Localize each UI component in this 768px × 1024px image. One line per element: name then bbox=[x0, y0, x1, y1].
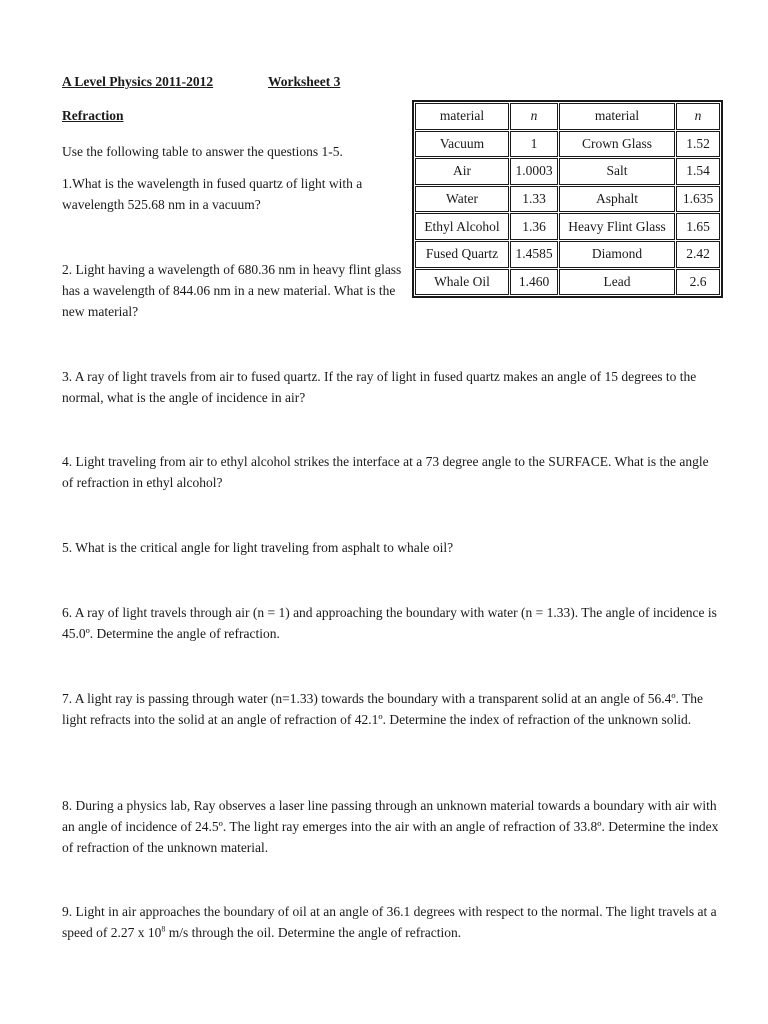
material-cell: Diamond bbox=[559, 241, 675, 268]
index-cell: 1.0003 bbox=[510, 158, 558, 185]
question-8: 8. During a physics lab, Ray observes a laser line passing through an unknown material towards a boundary with air with an angle of incidence of 24.5º. The light ray emerges into the air with an angle of refraction of 33.8º. Determine the index of refraction of the unknown material. bbox=[62, 798, 719, 855]
worksheet-number: Worksheet 3 bbox=[268, 74, 341, 89]
index-cell: 1.36 bbox=[510, 213, 558, 240]
material-cell: Ethyl Alcohol bbox=[415, 213, 509, 240]
material-cell: Crown Glass bbox=[559, 131, 675, 158]
question-4: 4. Light traveling from air to ethyl alcohol strikes the interface at a 73 degree angle to the SURFACE. What is the angle of refraction in ethyl alcohol? bbox=[62, 454, 709, 490]
question-6: 6. A ray of light travels through air (n = 1) and approaching the boundary with water (n = 1.33). The angle of incidence is 45.0º. Determine the angle of refraction. bbox=[62, 605, 717, 641]
index-cell: 1.635 bbox=[676, 186, 720, 213]
material-cell: Lead bbox=[559, 269, 675, 296]
table-row bbox=[415, 131, 720, 158]
question-9 bbox=[62, 901, 722, 943]
question-9-exponent: 8 bbox=[161, 924, 166, 934]
question-3: 3. A ray of light travels from air to fused quartz. If the ray of light in fused quartz makes an angle of 15 degrees to the normal, what is the angle of incidence in air? bbox=[62, 369, 697, 405]
table-row bbox=[415, 269, 720, 296]
material-cell: Vacuum bbox=[415, 131, 509, 158]
refractive-index-table bbox=[412, 100, 723, 298]
table-header-row bbox=[415, 103, 720, 130]
material-cell: Heavy Flint Glass bbox=[559, 213, 675, 240]
material-cell: Water bbox=[415, 186, 509, 213]
question-5: 5. What is the critical angle for light traveling from asphalt to whale oil? bbox=[62, 540, 454, 555]
index-cell: 1.460 bbox=[510, 269, 558, 296]
table-row bbox=[415, 186, 720, 213]
header-n: n bbox=[676, 103, 720, 130]
index-cell: 1.4585 bbox=[510, 241, 558, 268]
material-cell: Asphalt bbox=[559, 186, 675, 213]
index-cell: 1.54 bbox=[676, 158, 720, 185]
index-cell: 1.33 bbox=[510, 186, 558, 213]
material-cell: Salt bbox=[559, 158, 675, 185]
question-2: 2. Light having a wavelength of 680.36 nm in heavy flint glass has a wavelength of 844.06 nm in a new material. What is the new material? bbox=[62, 262, 402, 319]
index-cell: 2.6 bbox=[676, 269, 720, 296]
table-instructions: Use the following table to answer the questions 1-5. bbox=[62, 144, 343, 159]
header-material: material bbox=[559, 103, 675, 130]
header-n: n bbox=[510, 103, 558, 130]
material-cell: Air bbox=[415, 158, 509, 185]
header-material: material bbox=[415, 103, 509, 130]
table-row bbox=[415, 241, 720, 268]
course-title: A Level Physics 2011-2012 bbox=[62, 74, 214, 89]
section-title: Refraction bbox=[62, 108, 124, 123]
index-cell: 1 bbox=[510, 131, 558, 158]
index-cell: 1.52 bbox=[676, 131, 720, 158]
material-cell: Whale Oil bbox=[415, 269, 509, 296]
question-7: 7. A light ray is passing through water (n=1.33) towards the boundary with a transparent solid at an angle of 56.4º. The light refracts into the solid at an angle of refraction of 42.1º. Determine the index of refraction of the unknown solid. bbox=[62, 691, 704, 727]
index-cell: 2.42 bbox=[676, 241, 720, 268]
question-9-text-b: m/s through the oil. Determine the angle of refraction. bbox=[165, 925, 462, 940]
worksheet-header bbox=[62, 74, 341, 90]
question-9-text-a: 9. Light in air approaches the boundary of oil at an angle of 36.1 degrees with respect to the normal. The light travels at a speed of 2.27 x 10 bbox=[62, 904, 717, 940]
material-cell: Fused Quartz bbox=[415, 241, 509, 268]
index-cell: 1.65 bbox=[676, 213, 720, 240]
table-row bbox=[415, 213, 720, 240]
question-1: 1.What is the wavelength in fused quartz of light with a wavelength 525.68 nm in a vacuum? bbox=[62, 176, 363, 212]
table-row bbox=[415, 158, 720, 185]
